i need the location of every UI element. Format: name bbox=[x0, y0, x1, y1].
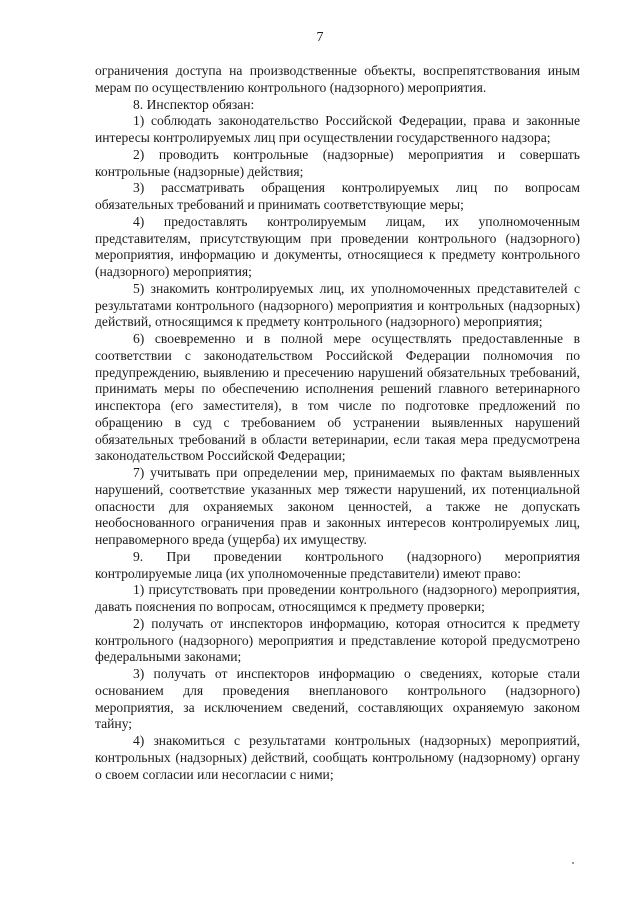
right-item-1: 1) присутствовать при проведении контрольного (надзорного) мероприятия, давать пояснения по вопросам, относящимся к предмету проверки; bbox=[95, 582, 580, 614]
right-item-4: 4) знакомиться с результатами контрольных (надзорных) мероприятий, контрольных (надзорных) действий, сообщать контрольному (надзорному) органу о своем согласии или несогласии с ними; bbox=[95, 733, 580, 782]
duty-item-1: 1) соблюдать законодательство Российской Федерации, права и законные интересы контролируемых лиц при осуществлении государственного надзора; bbox=[95, 113, 580, 145]
paragraph-access-restriction: ограничения доступа на производственные объекты, воспрепятствования иным мерам по осуществлению контрольного (надзорного) мероприятия. bbox=[95, 63, 580, 95]
section-8-heading: 8. Инспектор обязан: bbox=[133, 96, 255, 112]
document-body bbox=[95, 63, 580, 783]
scan-speck bbox=[572, 862, 574, 864]
duty-item-6: 6) своевременно и в полной мере осуществлять предоставленные в соответствии с законодательством Российской Федерации полномочия по предупреждению, выявлению и пресечению нарушений обязательных требований, принимать меры по обеспечению исполнения решений главного ветеринарного инспектора (его заместителя), в том числе по подготовке предложений по обращению в суд с требованием об устранении выявленных нарушений обязательных требований в области ветеринарии, если такая мера предусмотрена законодательством Российской Федерации; bbox=[95, 331, 580, 464]
duty-item-7: 7) учитывать при определении мер, принимаемых по фактам выявленных нарушений, соответствие указанных мер тяжести нарушений, их потенциальной опасности для охраняемых законом ценностей, а также не допускать необоснованного ограничения прав и законных интересов контролируемых лиц, неправомерного вреда (ущерба) их имуществу. bbox=[95, 465, 580, 547]
duty-item-5: 5) знакомить контролируемых лиц, их уполномоченных представителей с результатами контрольного (надзорного) мероприятия и контрольных (надзорных) действий, относящимся к предмету контрольного (надзорного) мероприятия; bbox=[95, 280, 580, 330]
duty-item-2: 2) проводить контрольные (надзорные) мероприятия и совершать контрольные (надзорные) действия; bbox=[95, 146, 580, 179]
duty-item-3: 3) рассматривать обращения контролируемых лиц по вопросам обязательных требований и принимать соответствующие меры; bbox=[95, 180, 580, 212]
right-item-2: 2) получать от инспекторов информацию, которая относится к предмету контрольного (надзорного) мероприятия и представление которой предусмотрено федеральными законами; bbox=[95, 615, 580, 665]
page-number: 7 bbox=[316, 30, 324, 45]
section-9-heading: 9. При проведении контрольного (надзорного) мероприятия контролируемые лица (их уполномоченные представители) имеют право: bbox=[95, 548, 580, 581]
duty-item-4: 4) предоставлять контролируемым лицам, их уполномоченным представителям, присутствующим при проведении контрольного (надзорного) мероприятия, информацию и документы, относящиеся к предмету контрольного (надзорного) мероприятия; bbox=[95, 213, 580, 279]
right-item-3: 3) получать от инспекторов информацию о сведениях, которые стали основанием для проведения внепланового контрольного (надзорного) мероприятия, за исключением сведений, составляющих охраняемую законом тайну; bbox=[95, 666, 580, 732]
